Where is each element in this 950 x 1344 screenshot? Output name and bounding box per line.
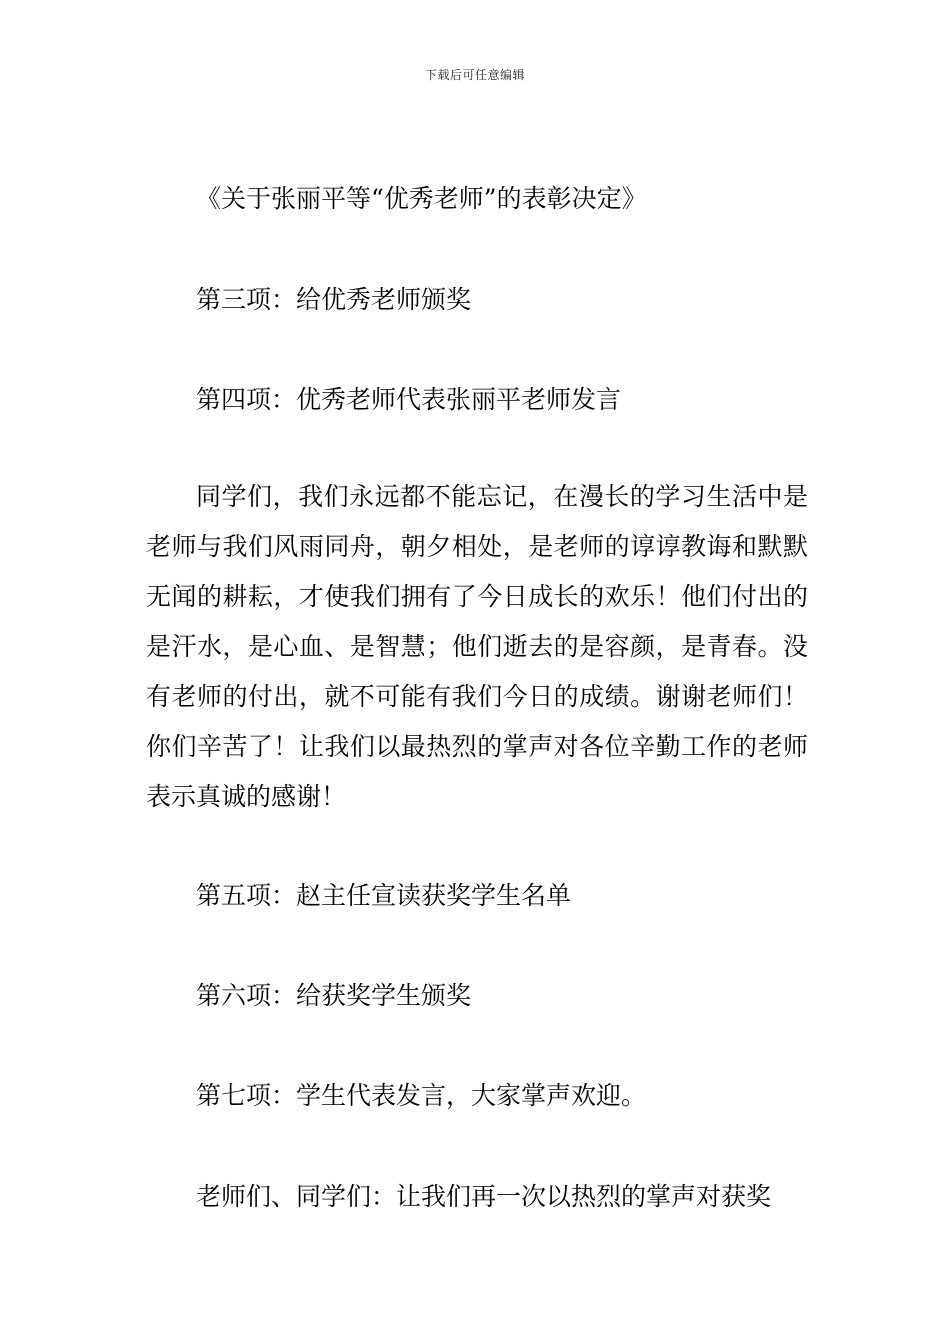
agenda-item-5: 第五项：赵主任宣读获奖学生名单 xyxy=(196,881,572,910)
agenda-item-3: 第三项：给优秀老师颁奖 xyxy=(196,285,472,314)
agenda-item-4: 第四项：优秀老师代表张丽平老师发言 xyxy=(196,385,622,414)
speech-paragraph: 同学们，我们永远都不能忘记，在漫长的学习生活中是老师与我们风雨同舟，朝夕相处，是老师的谆谆教诲和默默无闻的耕耘，才使我们拥有了今日成长的欢乐！他们付出的是汗水，是心血、是智慧；他们逝去的是容颜，是青春。没有老师的付出，就不可能有我们今日的成绩。谢谢老师们！你们辛苦了！让我们以最热烈的掌声对各位辛勤工作的老师表示真诚的感谢！ xyxy=(146,482,808,811)
document-title: 《关于张丽平等“优秀老师”的表彰决定》 xyxy=(196,184,647,213)
agenda-item-6: 第六项：给获奖学生颁奖 xyxy=(196,981,472,1010)
header-note: 下载后可任意编辑 xyxy=(424,68,525,82)
agenda-item-7: 第七项：学生代表发言，大家掌声欢迎。 xyxy=(196,1081,647,1110)
closing-line: 老师们、同学们：让我们再一次以热烈的掌声对获奖 xyxy=(196,1182,772,1211)
